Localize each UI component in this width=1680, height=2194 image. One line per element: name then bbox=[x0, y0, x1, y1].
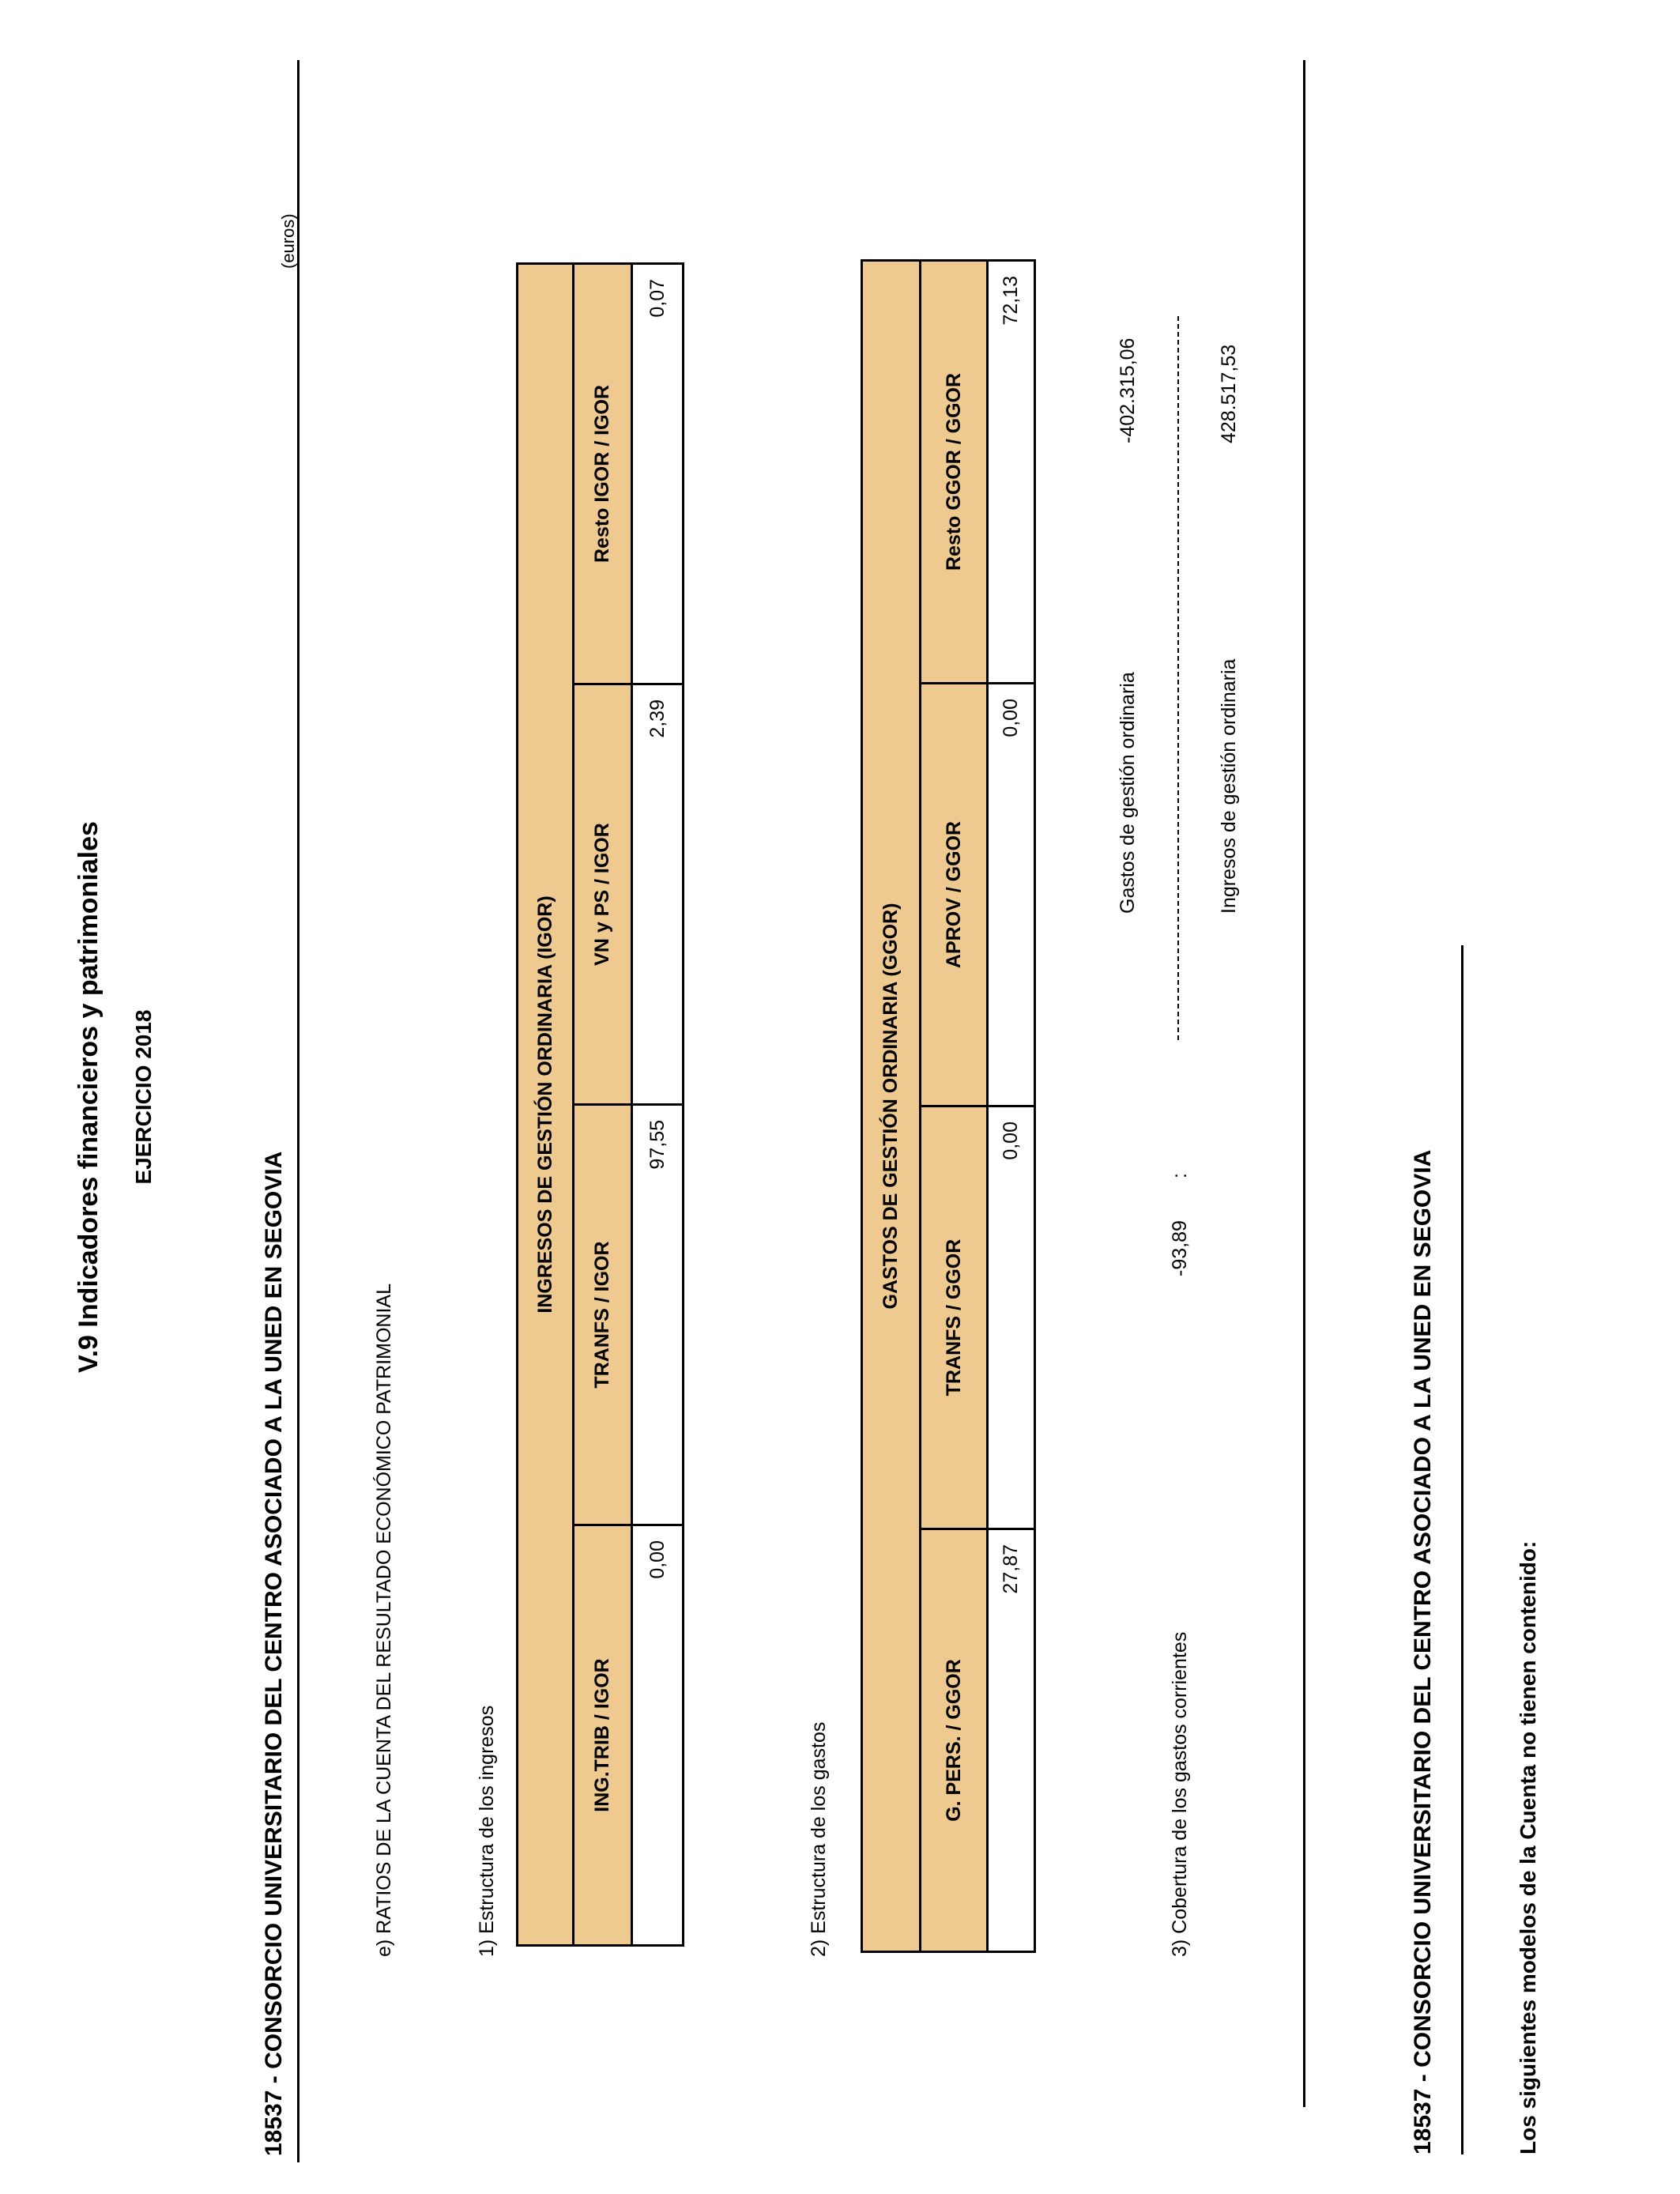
income-ratio-value: 97,55 bbox=[632, 1105, 684, 1525]
expense-col-header: APROV / GGOR bbox=[921, 684, 988, 1106]
section-title: e) RATIOS DE LA CUENTA DEL RESULTADO ECONÓMICO PATRIMONIAL bbox=[373, 1284, 395, 1957]
income-ratio-value: 0,00 bbox=[632, 1525, 684, 1946]
expense-ratio-value: 0,00 bbox=[988, 684, 1035, 1106]
income-col-header: TRANFS / IGOR bbox=[574, 1105, 632, 1525]
numerator-value: -402.315,06 bbox=[1117, 337, 1139, 443]
expense-col-header: Resto GGOR / GGOR bbox=[921, 260, 988, 683]
numerator-label: Gastos de gestión ordinaria bbox=[1117, 672, 1139, 914]
expense-ratio-value: 72,13 bbox=[988, 260, 1035, 683]
expense-col-header: G. PERS. / GGOR bbox=[921, 1529, 988, 1952]
coverage-value: -93,89 bbox=[1169, 1220, 1191, 1276]
income-col-header: ING.TRIB / IGOR bbox=[574, 1525, 632, 1946]
expense-group-header: GASTOS DE GESTIÓN ORDINARIA (GGOR) bbox=[862, 260, 921, 1951]
income-structure-table bbox=[516, 262, 684, 1947]
fraction-line bbox=[1177, 316, 1179, 1040]
income-ratio-value: 0,07 bbox=[632, 263, 684, 684]
header-divider bbox=[297, 60, 299, 2162]
income-col-header: VN y PS / IGOR bbox=[574, 684, 632, 1105]
coverage-label: 3) Cobertura de los gastos corrientes bbox=[1169, 1631, 1191, 1957]
empty-models-note: Los siguientes modelos de la Cuenta no tienen contenido: bbox=[1516, 1540, 1540, 2154]
expense-structure-table bbox=[861, 259, 1036, 1953]
income-structure-label: 1) Estructura de los ingresos bbox=[476, 1705, 498, 1957]
expense-ratio-value: 0,00 bbox=[988, 1106, 1035, 1529]
footer-divider bbox=[1461, 945, 1463, 2154]
expense-structure-label: 2) Estructura de los gastos bbox=[808, 1721, 830, 1957]
page-title: V.9 Indicadores financieros y patrimoniales bbox=[73, 821, 104, 1373]
income-group-header: INGRESOS DE GESTIÓN ORDINARIA (IGOR) bbox=[518, 263, 574, 1945]
units-label: (euros) bbox=[278, 213, 298, 269]
denominator-label: Ingresos de gestión ordinaria bbox=[1218, 658, 1240, 914]
income-col-header: Resto IGOR / IGOR bbox=[574, 263, 632, 684]
expense-col-header: TRANFS / GGOR bbox=[921, 1106, 988, 1529]
section-divider bbox=[1303, 60, 1305, 2107]
coverage-colon: : bbox=[1169, 1173, 1191, 1178]
entity-name: 18537 - CONSORCIO UNIVERSITARIO DEL CENTRO ASOCIADO A LA UNED EN SEGOVIA bbox=[261, 1151, 287, 2156]
exercise-year: EJERCICIO 2018 bbox=[131, 1009, 156, 1185]
income-ratio-value: 2,39 bbox=[632, 684, 684, 1105]
footer-entity-name: 18537 - CONSORCIO UNIVERSITARIO DEL CENTRO ASOCIADO A LA UNED EN SEGOVIA bbox=[1410, 1149, 1436, 2154]
expense-ratio-value: 27,87 bbox=[988, 1529, 1035, 1952]
denominator-value: 428.517,53 bbox=[1218, 344, 1240, 443]
